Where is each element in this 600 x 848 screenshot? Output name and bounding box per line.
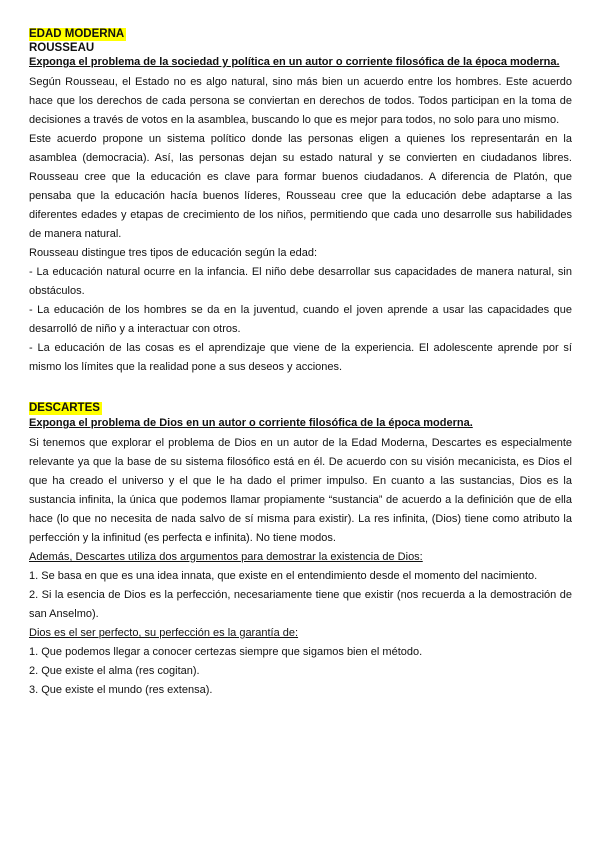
descartes-heading [29, 398, 572, 416]
rousseau-paragraph-1: Según Rousseau, el Estado no es algo natural, sino más bien un acuerdo entre los hombres. Este acuerdo hace que los derechos de cada persona se conviertan en derechos de todos. Todos participan en la toma de decisiones a través de votos en la asamblea, buscando lo que es mejor para todos, no solo para uno mismo. [29, 76, 572, 126]
descartes-arguments-intro: Además, Descartes utiliza dos argumentos para demostrar la existencia de Dios: [29, 551, 423, 563]
rousseau-question: Exponga el problema de la sociedad y política en un autor o corriente filosófica de la época moderna. [29, 56, 560, 68]
descartes-paragraph: Si tenemos que explorar el problema de Dios en un autor de la Edad Moderna, Descartes es especialmente relevante ya que la base de su sistema filosófico está en él. De acuerdo con su visión mecanicista, es Dios el que ha creado el universo y el que le ha dado el primer impulso. En cuanto a las sustancias, Dios es la sustancia infinita, la única que podemos llamar propiamente “sustancia” de acuerdo a la definición que de ella hace (lo que no necesita de nada salvo de sí misma para existir). La res infinita, (Dios) tiene como atributo la perfección y la infinitud (es perfecta e infinita). No tiene modos. [29, 437, 572, 544]
era-title: EDAD MODERNA [29, 28, 125, 40]
descartes-guarantee-2: 2. Que existe el alma (res cogitan). [29, 665, 200, 677]
rousseau-education-intro: Rousseau distingue tres tipos de educación según la edad: [29, 247, 318, 259]
rousseau-education-things: - La educación de las cosas es el aprendizaje que viene de la experiencia. El adolescente aprende por sí mismo los límites que la realidad pone a sus deseos y acciones. [29, 342, 572, 373]
descartes-argument-2: 2. Si la esencia de Dios es la perfección, necesariamente tiene que existir (nos recuerda a la demostración de san Anselmo). [29, 589, 572, 620]
descartes-guarantee-intro: Dios es el ser perfecto, su perfección es la garantía de: [29, 627, 299, 639]
rousseau-title: ROUSSEAU [29, 42, 95, 54]
descartes-guarantee-1: 1. Que podemos llegar a conocer certezas siempre que sigamos bien el método. [29, 646, 423, 658]
rousseau-education-men: - La educación de los hombres se da en la juventud, cuando el joven aprende a usar las capacidades que desarrolló de niño y a interactuar con otros. [29, 304, 572, 335]
era-heading [29, 24, 572, 42]
rousseau-education-natural: - La educación natural ocurre en la infancia. El niño debe desarrollar sus capacidades de manera natural, sin obstáculos. [29, 266, 572, 297]
descartes-argument-1: 1. Se basa en que es una idea innata, que existe en el entendimiento desde el momento del nacimiento. [29, 570, 538, 582]
descartes-guarantee-3: 3. Que existe el mundo (res extensa). [29, 684, 213, 696]
rousseau-paragraph-2: Este acuerdo propone un sistema político donde las personas eligen a quienes los representarán en la asamblea (democracia). Así, las personas dejan su estado natural y se convierten en ciudadanos libres. Rousseau cree que la educación es clave para formar buenos ciudadanos. A diferencia de Platón, que pensaba que la educación hacía buenos líderes, Rousseau cree que la educación debe adaptarse a las diferentes edades y etapas de crecimiento de los niños, permitiendo que cada uno desarrolle sus habilidades de manera natural. [29, 133, 572, 240]
descartes-question: Exponga el problema de Dios en un autor o corriente filosófica de la época moderna. [29, 417, 473, 429]
descartes-title: DESCARTES [29, 402, 100, 414]
